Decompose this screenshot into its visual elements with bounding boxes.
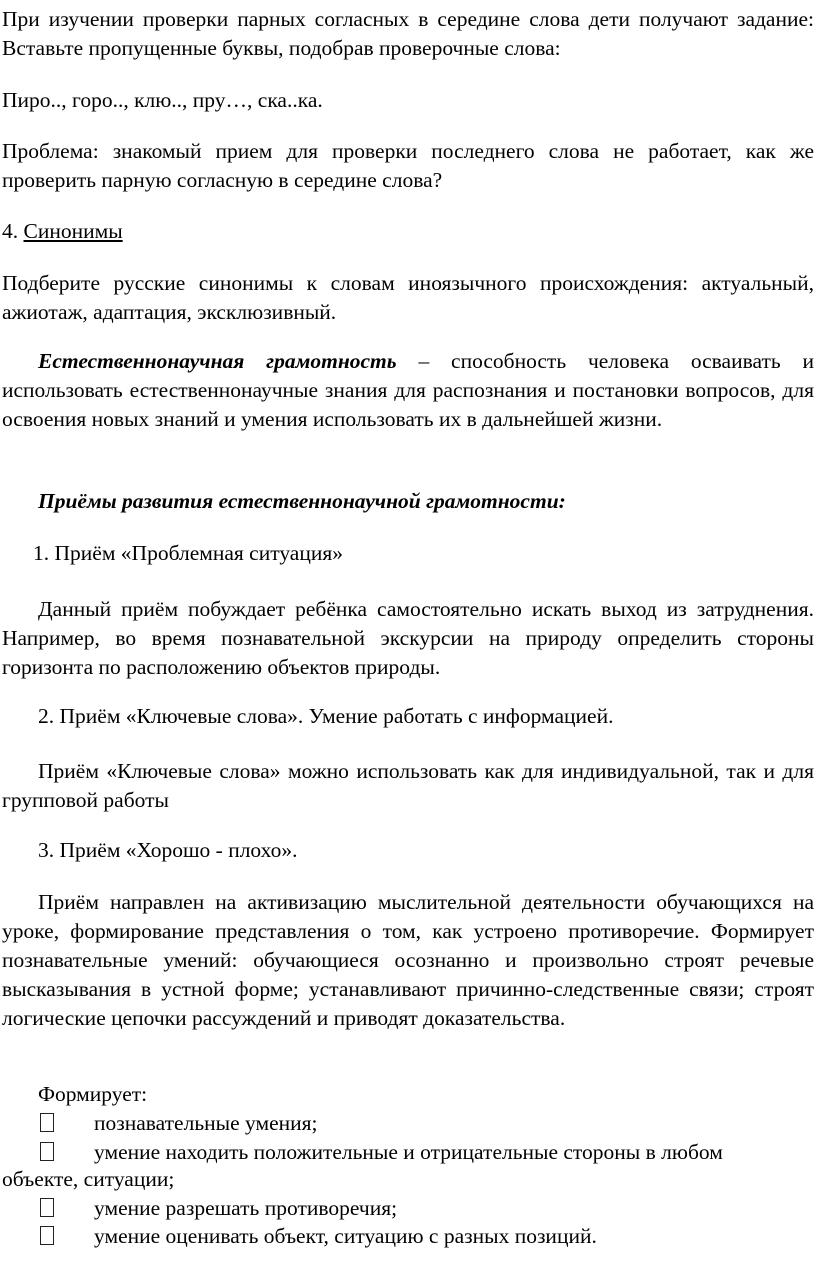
paragraph-task-intro: При изучении проверки парных согласных в середине слова дети получают задание: Вставьте пропущенные буквы, подобрав проверочные слова: [2, 7, 814, 60]
paragraph-problem: Проблема: знакомый прием для проверки последнего слова не работает, как же проверить парную согласную в середине слова? [2, 139, 814, 192]
technique-item-1: 1. Приём «Проблемная ситуация» [33, 541, 343, 565]
bullet-box-icon [40, 1142, 54, 1161]
list-item [2, 1194, 814, 1223]
list-item-continuation: объекте, ситуации; [2, 1167, 175, 1191]
list-item [2, 1109, 814, 1138]
list-item-text: умение находить положительные и отрицательные стороны в любом [94, 1140, 723, 1164]
forms-label: Формирует: [38, 1082, 148, 1106]
list-item [2, 1138, 814, 1167]
heading-techniques [2, 487, 814, 516]
heading-techniques-text: Приёмы развития естественнонаучной грамотности: [38, 489, 566, 513]
technique-item-2: 2. Приём «Ключевые слова». Умение работать с информацией. [38, 704, 614, 728]
paragraph-synonyms-task: Подберите русские синонимы к словам иноязычного происхождения: актуальный, ажиотаж, адаптация, эксклюзивный. [2, 271, 814, 324]
list-item [2, 1222, 814, 1251]
list-item-text: познавательные умения; [94, 1111, 318, 1135]
heading-synonyms-text: Синонимы [23, 219, 123, 243]
paragraph-technique-3-description: Приём направлен на активизацию мыслительной деятельности обучающихся на уроке, формирование представления о том, как устроено противоречие. Формирует познавательные умений: обучающиеся осознанно и произвольно строят речевые высказывания в устной форме; устанавливают причинно-следственные связи; строят логические цепочки рассуждений и приводят доказательства. [2, 890, 814, 1030]
paragraph-technique-1-description: Данный приём побуждает ребёнка самостоятельно искать выход из затруднения. Например, во время познавательной экскурсии на природу определить стороны горизонта по расположению объектов природы. [2, 597, 814, 679]
list-item-text: умение оценивать объект, ситуацию с разных позиций. [94, 1224, 597, 1248]
bullet-box-icon [40, 1113, 54, 1132]
paragraph-technique-2-description: Приём «Ключевые слова» можно использовать как для индивидуальной, так и для групповой работы [2, 759, 814, 812]
term-science-literacy: Естественнонаучная грамотность [38, 349, 397, 373]
bullet-box-icon [40, 1226, 54, 1245]
technique-item-3: 3. Приём «Хорошо - плохо». [38, 838, 298, 862]
heading-synonyms-number: 4. [2, 219, 24, 243]
heading-synonyms [2, 217, 814, 246]
bullet-box-icon [40, 1198, 54, 1217]
paragraph-word-list: Пиро.., горо.., клю.., пру…, ска..ка. [2, 88, 323, 112]
list-item-text: умение разрешать противоречия; [94, 1196, 398, 1220]
definition-text: – способность человека осваивать и использовать естественнонаучные знания для распознания и постановки вопросов, для освоения новых знаний и умения использовать их в дальнейшей жизни. [2, 349, 814, 431]
paragraph-science-literacy-definition [2, 347, 814, 434]
